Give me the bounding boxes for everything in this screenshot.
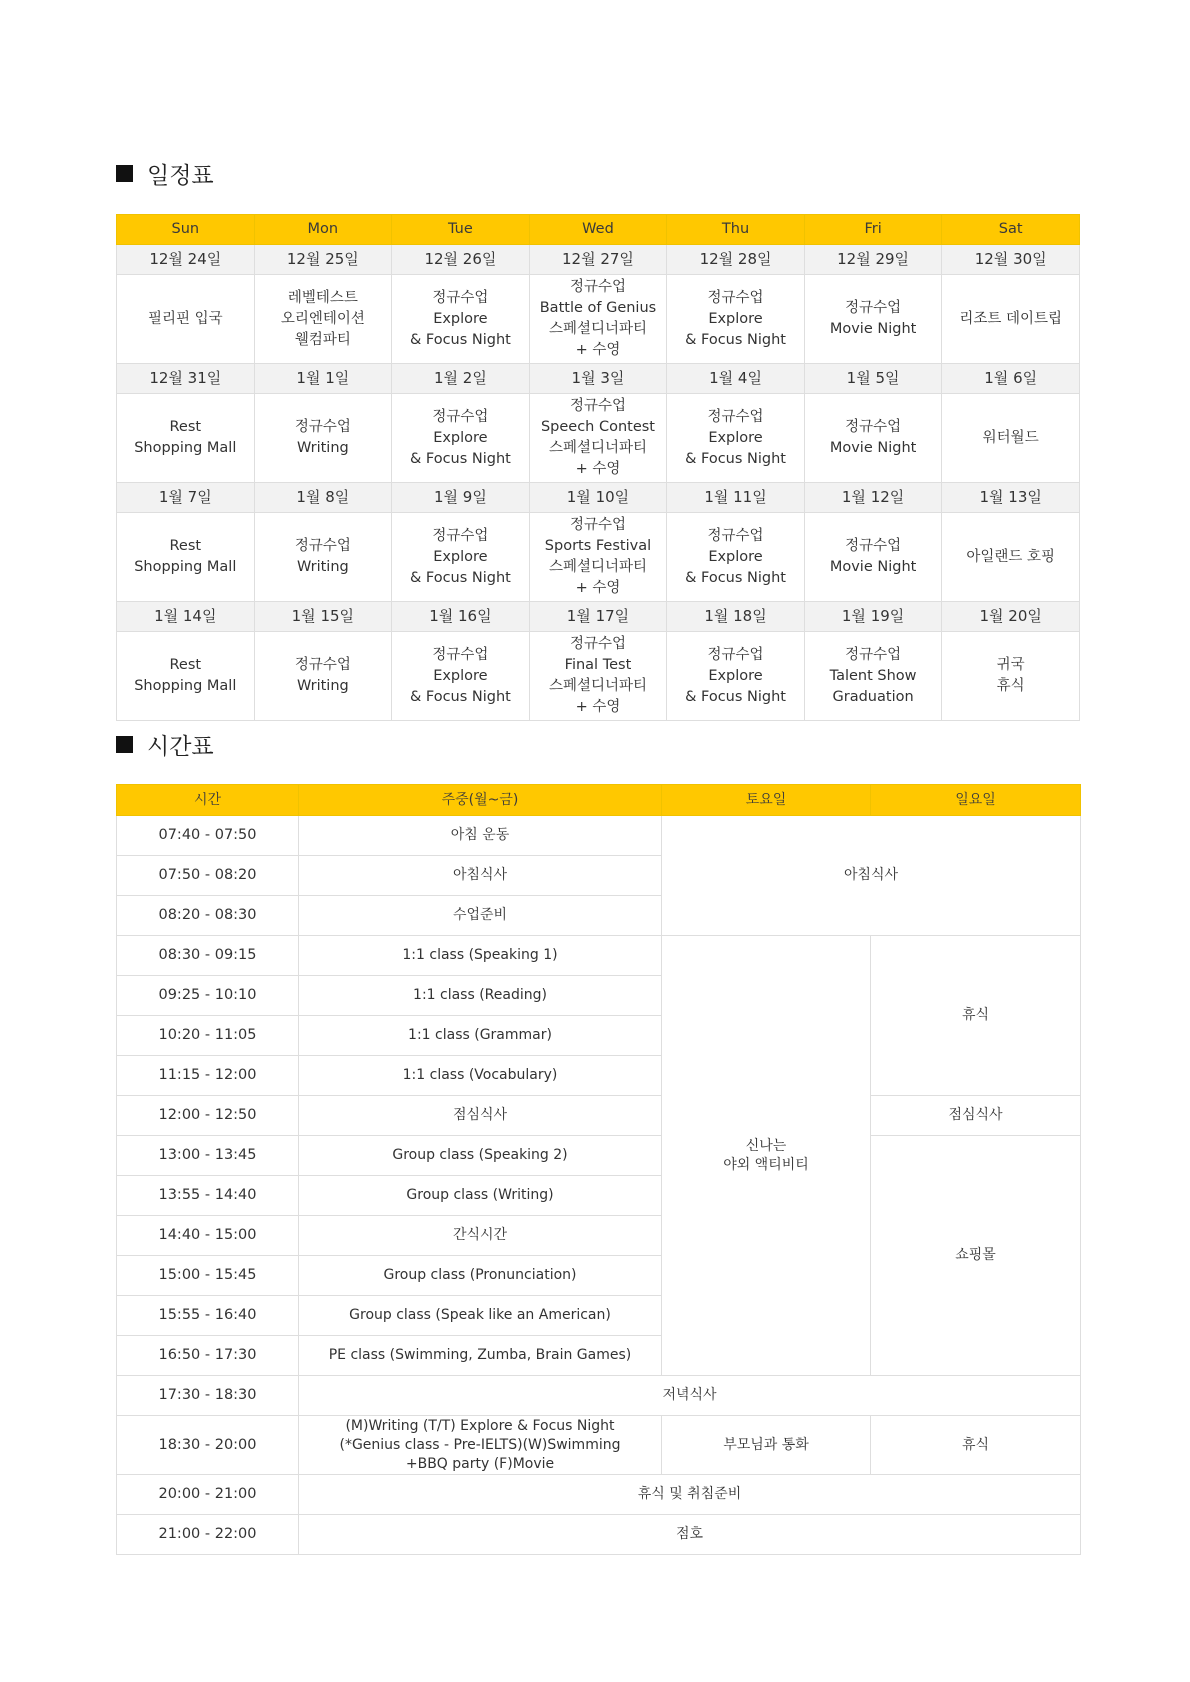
time-cell: 09:25 - 10:10 (117, 976, 299, 1016)
date-cell: 1월 2일 (392, 364, 530, 394)
activity-cell: 정규수업 Movie Night (804, 513, 942, 602)
time-cell: 15:55 - 16:40 (117, 1296, 299, 1336)
dinner-cell: 저녁식사 (299, 1376, 1081, 1416)
weekday-cell: PE class (Swimming, Zumba, Brain Games) (299, 1336, 662, 1376)
week-1-activity-row (117, 275, 1080, 364)
time-cell: 17:30 - 18:30 (117, 1376, 299, 1416)
date-cell: 1월 6일 (942, 364, 1080, 394)
activity-cell: 정규수업 Writing (254, 632, 392, 721)
activity-cell: 아일랜드 호핑 (942, 513, 1080, 602)
activity-cell: 정규수업 Battle of Genius 스페셜디너파티 + 수영 (529, 275, 667, 364)
time-cell: 08:30 - 09:15 (117, 936, 299, 976)
sunday-lunch-cell: 점심식사 (871, 1096, 1081, 1136)
activity-cell: 정규수업 Explore & Focus Night (667, 513, 805, 602)
table-row (117, 936, 1081, 976)
activity-cell: 정규수업 Speech Contest 스페셜디너파티 + 수영 (529, 394, 667, 483)
table-row (117, 1416, 1081, 1475)
day-header-sun: Sun (117, 215, 255, 245)
date-cell: 12월 29일 (804, 245, 942, 275)
date-cell: 12월 31일 (117, 364, 255, 394)
date-cell: 1월 9일 (392, 483, 530, 513)
day-header-thu: Thu (667, 215, 805, 245)
activity-cell: 정규수업 Explore & Focus Night (392, 632, 530, 721)
weekday-cell: Group class (Writing) (299, 1176, 662, 1216)
week-2-activity-row (117, 394, 1080, 483)
day-header-mon: Mon (254, 215, 392, 245)
weekday-cell: (M)Writing (T/T) Explore & Focus Night (*Genius class - Pre-IELTS)(W)Swimming +BBQ party (F)Movie (299, 1416, 662, 1475)
date-cell: 1월 20일 (942, 602, 1080, 632)
date-cell: 1월 11일 (667, 483, 805, 513)
weekday-cell: 간식시간 (299, 1216, 662, 1256)
header-time: 시간 (117, 785, 299, 816)
week-3-date-row (117, 483, 1080, 513)
time-cell: 13:55 - 14:40 (117, 1176, 299, 1216)
time-cell: 14:40 - 15:00 (117, 1216, 299, 1256)
activity-cell: 워터월드 (942, 394, 1080, 483)
day-header-wed: Wed (529, 215, 667, 245)
date-cell: 1월 18일 (667, 602, 805, 632)
time-cell: 12:00 - 12:50 (117, 1096, 299, 1136)
date-cell: 12월 28일 (667, 245, 805, 275)
header-weekday: 주중(월~금) (299, 785, 662, 816)
time-cell: 11:15 - 12:00 (117, 1056, 299, 1096)
day-header-tue: Tue (392, 215, 530, 245)
time-cell: 08:20 - 08:30 (117, 896, 299, 936)
date-cell: 1월 10일 (529, 483, 667, 513)
date-cell: 1월 14일 (117, 602, 255, 632)
activity-cell: Rest Shopping Mall (117, 394, 255, 483)
activity-cell: 정규수업 Writing (254, 513, 392, 602)
time-cell: 21:00 - 22:00 (117, 1515, 299, 1555)
sunday-cell: 휴식 (871, 1416, 1081, 1475)
schedule-section-title: 일정표 (116, 157, 214, 190)
timetable-header-row (117, 785, 1081, 816)
saturday-activity-cell: 신나는 야외 액티비티 (662, 936, 871, 1376)
weekend-breakfast-cell: 아침식사 (662, 816, 1081, 936)
weekday-cell: 1:1 class (Reading) (299, 976, 662, 1016)
activity-cell: 정규수업 Writing (254, 394, 392, 483)
timetable-table (116, 784, 1081, 1555)
activity-cell: Rest Shopping Mall (117, 632, 255, 721)
day-header-fri: Fri (804, 215, 942, 245)
date-cell: 12월 24일 (117, 245, 255, 275)
activity-cell: 귀국 휴식 (942, 632, 1080, 721)
weekday-cell: Group class (Pronunciation) (299, 1256, 662, 1296)
week-4-activity-row (117, 632, 1080, 721)
date-cell: 1월 13일 (942, 483, 1080, 513)
date-cell: 1월 17일 (529, 602, 667, 632)
table-row (117, 1475, 1081, 1515)
time-cell: 18:30 - 20:00 (117, 1416, 299, 1475)
date-cell: 1월 15일 (254, 602, 392, 632)
activity-cell: 정규수업 Talent Show Graduation (804, 632, 942, 721)
activity-cell: 정규수업 Movie Night (804, 394, 942, 483)
square-bullet-icon (116, 165, 133, 182)
activity-cell: 정규수업 Explore & Focus Night (667, 275, 805, 364)
date-cell: 1월 4일 (667, 364, 805, 394)
date-cell: 1월 12일 (804, 483, 942, 513)
activity-cell: 정규수업 Final Test 스페셜디너파티 + 수영 (529, 632, 667, 721)
weekday-cell: Group class (Speaking 2) (299, 1136, 662, 1176)
sunday-shopping-cell: 쇼핑몰 (871, 1136, 1081, 1376)
week-3-activity-row (117, 513, 1080, 602)
date-cell: 12월 26일 (392, 245, 530, 275)
date-cell: 12월 25일 (254, 245, 392, 275)
activity-cell: 정규수업 Movie Night (804, 275, 942, 364)
date-cell: 1월 3일 (529, 364, 667, 394)
weekday-cell: 아침식사 (299, 856, 662, 896)
weekday-cell: 1:1 class (Speaking 1) (299, 936, 662, 976)
schedule-header-row (117, 215, 1080, 245)
week-4-date-row (117, 602, 1080, 632)
date-cell: 12월 30일 (942, 245, 1080, 275)
time-cell: 07:40 - 07:50 (117, 816, 299, 856)
activity-cell: Rest Shopping Mall (117, 513, 255, 602)
weekday-cell: 점심식사 (299, 1096, 662, 1136)
time-cell: 16:50 - 17:30 (117, 1336, 299, 1376)
table-row (117, 1515, 1081, 1555)
header-sunday: 일요일 (871, 785, 1081, 816)
sunday-rest-cell: 휴식 (871, 936, 1081, 1096)
activity-cell: 정규수업 Explore & Focus Night (392, 275, 530, 364)
table-row (117, 1096, 1081, 1136)
square-bullet-icon (116, 736, 133, 753)
date-cell: 1월 5일 (804, 364, 942, 394)
date-cell: 1월 19일 (804, 602, 942, 632)
saturday-cell: 부모님과 통화 (662, 1416, 871, 1475)
time-cell: 13:00 - 13:45 (117, 1136, 299, 1176)
date-cell: 1월 1일 (254, 364, 392, 394)
activity-cell: 정규수업 Explore & Focus Night (392, 513, 530, 602)
date-cell: 1월 16일 (392, 602, 530, 632)
schedule-table (116, 214, 1080, 721)
time-cell: 15:00 - 15:45 (117, 1256, 299, 1296)
weekday-cell: 아침 운동 (299, 816, 662, 856)
rollcall-cell: 점호 (299, 1515, 1081, 1555)
week-2-date-row (117, 364, 1080, 394)
timetable-section-title: 시간표 (116, 728, 214, 761)
time-cell: 10:20 - 11:05 (117, 1016, 299, 1056)
day-header-sat: Sat (942, 215, 1080, 245)
activity-cell: 정규수업 Explore & Focus Night (667, 632, 805, 721)
weekday-cell: Group class (Speak like an American) (299, 1296, 662, 1336)
activity-cell: 리조트 데이트립 (942, 275, 1080, 364)
week-1-date-row (117, 245, 1080, 275)
activity-cell: 필리핀 입국 (117, 275, 255, 364)
rest-prepare-cell: 휴식 및 취침준비 (299, 1475, 1081, 1515)
activity-cell: 레벨테스트 오리엔테이션 웰컴파티 (254, 275, 392, 364)
weekday-cell: 1:1 class (Vocabulary) (299, 1056, 662, 1096)
table-row (117, 1376, 1081, 1416)
table-row (117, 1136, 1081, 1176)
time-cell: 07:50 - 08:20 (117, 856, 299, 896)
weekday-cell: 수업준비 (299, 896, 662, 936)
table-row (117, 816, 1081, 856)
activity-cell: 정규수업 Explore & Focus Night (667, 394, 805, 483)
date-cell: 1월 8일 (254, 483, 392, 513)
header-saturday: 토요일 (662, 785, 871, 816)
activity-cell: 정규수업 Explore & Focus Night (392, 394, 530, 483)
time-cell: 20:00 - 21:00 (117, 1475, 299, 1515)
activity-cell: 정규수업 Sports Festival 스페셜디너파티 + 수영 (529, 513, 667, 602)
date-cell: 1월 7일 (117, 483, 255, 513)
date-cell: 12월 27일 (529, 245, 667, 275)
weekday-cell: 1:1 class (Grammar) (299, 1016, 662, 1056)
